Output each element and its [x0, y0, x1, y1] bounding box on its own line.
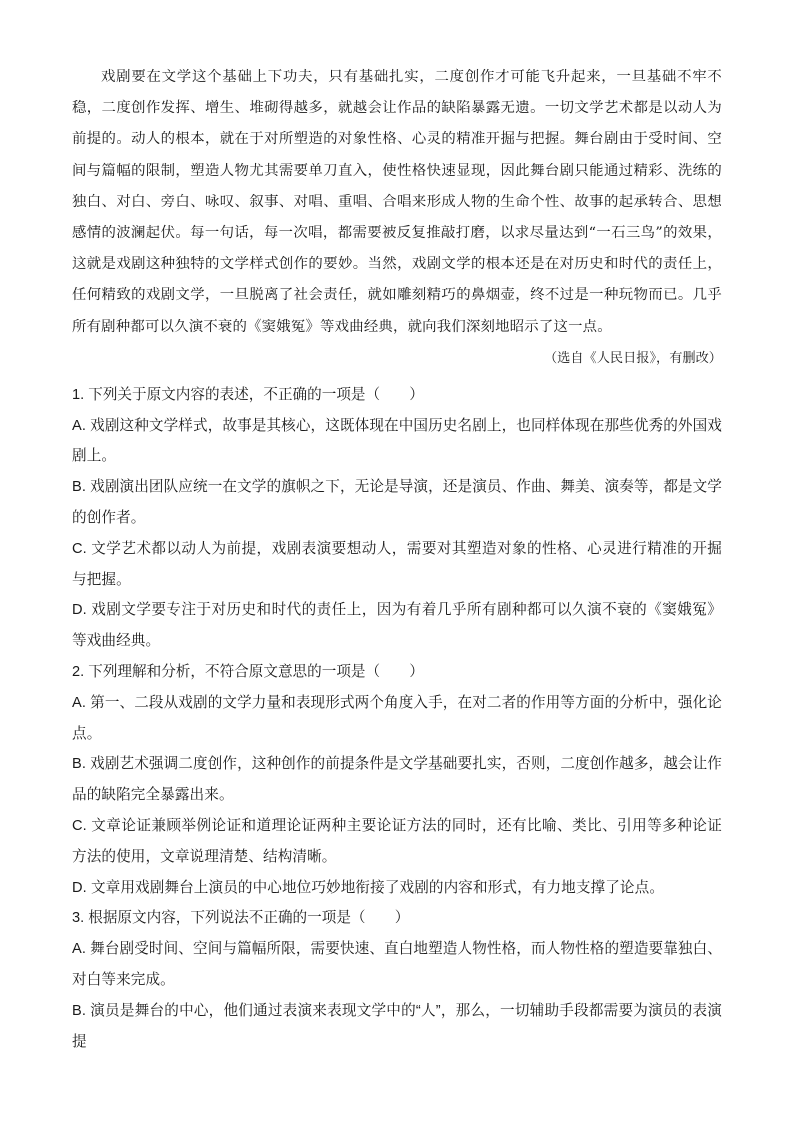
question-stem: 3. 根据原文内容，下列说法不正确的一项是（ ）	[72, 910, 410, 927]
option-d: D. 戏剧文学要专注于对历史和时代的责任上，因为有着几乎所有剧种都可以久演不衰的《窦娥冤》等戏曲经典。	[72, 602, 722, 650]
option-d: D. 文章用戏剧舞台上演员的中心地位巧妙地衔接了戏剧的内容和形式，有力地支撑了论点。	[72, 879, 665, 896]
question-stem: 2. 下列理解和分析，不符合原文意思的一项是（ ）	[72, 664, 424, 680]
document-page	[72, 62, 722, 1057]
option-b: B. 演员是舞台的中心，他们通过表演来表现文学中的“人”，那么，一切辅助手段都需要为演员的表演提	[72, 1002, 722, 1050]
question-2	[72, 657, 722, 903]
question-1	[72, 380, 722, 657]
passage-paragraph: 戏剧要在文学这个基础上下功夫，只有基础扎实，二度创作才可能飞升起来，一旦基础不牢不稳，二度创作发挥、增生、堆砌得越多，就越会让作品的缺陷暴露无遗。一切文学艺术都是以动人为前提的。动人的根本，就在于对所塑造的对象性格、心灵的精准开掘与把握。舞台剧由于受时间、空间与篇幅的限制，塑造人物尤其需要单刀直入，使性格快速显现，因此舞台剧只能通过精彩、洗练的独白、对白、旁白、咏叹、叙事、对唱、重唱、合唱来形成人物的生命个性、故事的起承转合、思想感情的波澜起伏。每一句话，每一次唱，都需要被反复推敲打磨，以求尽量达到“一石三鸟”的效果，这就是戏剧这种独特的文学样式创作的要妙。当然，戏剧文学的根本还是在对历史和时代的责任上，任何精致的戏剧文学，一旦脱离了社会责任，就如雕刻精巧的鼻烟壶，终不过是一种玩物而已。几乎所有剧种都可以久演不衰的《窦娥冤》等戏曲经典，就向我们深刻地昭示了这一点。	[72, 69, 722, 335]
passage-source: （选自《人民日报》，有删改）	[543, 350, 722, 366]
option-a: A. 舞台剧受时间、空间与篇幅所限，需要快速、直白地塑造人物性格，而人物性格的塑造要靠独白、对白等来完成。	[72, 941, 722, 988]
option-c: C. 文学艺术都以动人为前提，戏剧表演要想动人，需要对其塑造对象的性格、心灵进行精准的开掘与把握。	[72, 540, 722, 588]
question-stem: 1. 下列关于原文内容的表述，不正确的一项是（ ）	[72, 386, 424, 403]
option-b: B. 戏剧演出团队应统一在文学的旗帜之下，无论是导演，还是演员、作曲、舞美、演奏等，都是文学的创作者。	[72, 479, 722, 527]
option-c: C. 文章论证兼顾举例论证和道理论证两种主要论证方法的同时，还有比喻、类比、引用等多种论证方法的使用，文章说理清楚、结构清晰。	[72, 817, 722, 865]
question-3	[72, 903, 722, 1057]
option-b: B. 戏剧艺术强调二度创作，这种创作的前提条件是文学基础要扎实，否则，二度创作越多，越会让作品的缺陷完全暴露出来。	[72, 756, 722, 804]
option-a: A. 第一、二段从戏剧的文学力量和表现形式两个角度入手，在对二者的作用等方面的分析中，强化论点。	[72, 694, 722, 742]
option-a: A. 戏剧这种文学样式，故事是其核心，这既体现在中国历史名剧上，也同样体现在那些优秀的外国戏剧上。	[72, 417, 722, 465]
